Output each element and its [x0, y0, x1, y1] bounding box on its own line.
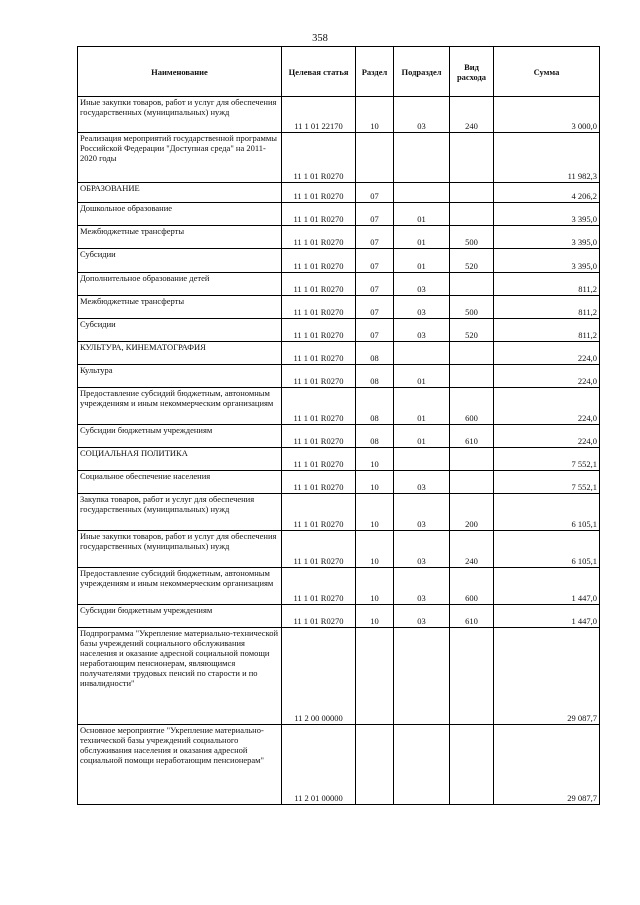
row-section: 07 — [356, 319, 394, 342]
row-sum: 7 552,1 — [494, 471, 600, 494]
row-expense-type: 240 — [450, 531, 494, 568]
row-article: 11 1 01 R0270 — [282, 494, 356, 531]
table-row — [78, 249, 600, 273]
row-subsection: 01 — [394, 425, 450, 448]
row-expense-type: 520 — [450, 319, 494, 342]
row-sum: 3 395,0 — [494, 226, 600, 249]
row-name: ОБРАЗОВАНИЕ — [78, 183, 282, 203]
row-name: Культура — [78, 365, 282, 388]
row-expense-type — [450, 471, 494, 494]
header-subsection: Подраздел — [394, 47, 450, 97]
row-sum: 3 395,0 — [494, 203, 600, 226]
row-expense-type: 610 — [450, 425, 494, 448]
row-expense-type: 200 — [450, 494, 494, 531]
row-expense-type — [450, 133, 494, 183]
row-expense-type — [450, 273, 494, 296]
row-name: Дополнительное образование детей — [78, 273, 282, 296]
row-name: Социальное обеспечение населения — [78, 471, 282, 494]
row-section: 07 — [356, 183, 394, 203]
row-name: СОЦИАЛЬНАЯ ПОЛИТИКА — [78, 448, 282, 471]
row-article: 11 2 00 00000 — [282, 628, 356, 725]
table-row — [78, 226, 600, 249]
row-article: 11 1 01 R0270 — [282, 568, 356, 605]
table-row — [78, 97, 600, 133]
table-header — [78, 47, 600, 97]
row-article: 11 1 01 R0270 — [282, 133, 356, 183]
row-expense-type: 610 — [450, 605, 494, 628]
row-section: 07 — [356, 249, 394, 273]
row-article: 11 1 01 R0270 — [282, 342, 356, 365]
row-sum: 1 447,0 — [494, 605, 600, 628]
row-sum: 811,2 — [494, 319, 600, 342]
row-section: 07 — [356, 296, 394, 319]
row-subsection — [394, 725, 450, 805]
row-expense-type: 240 — [450, 97, 494, 133]
row-subsection: 01 — [394, 226, 450, 249]
table-row — [78, 531, 600, 568]
row-subsection: 03 — [394, 494, 450, 531]
row-expense-type: 600 — [450, 388, 494, 425]
table-row — [78, 425, 600, 448]
row-article: 11 1 01 R0270 — [282, 531, 356, 568]
header-article: Целевая статья — [282, 47, 356, 97]
header-name: Наименование — [78, 47, 282, 97]
row-section: 08 — [356, 365, 394, 388]
table-body — [78, 97, 600, 805]
row-section: 10 — [356, 531, 394, 568]
row-subsection: 03 — [394, 531, 450, 568]
row-section: 10 — [356, 448, 394, 471]
row-section: 10 — [356, 471, 394, 494]
row-name: Реализация мероприятий государственной программы Российской Федерации "Доступная среда" на 2011-2020 годы — [78, 133, 282, 183]
row-expense-type — [450, 342, 494, 365]
row-expense-type: 520 — [450, 249, 494, 273]
row-name: Межбюджетные трансферты — [78, 296, 282, 319]
header-row — [78, 47, 600, 97]
row-sum: 11 982,3 — [494, 133, 600, 183]
row-sum: 224,0 — [494, 425, 600, 448]
row-section: 07 — [356, 203, 394, 226]
table-row — [78, 605, 600, 628]
table-row — [78, 568, 600, 605]
row-subsection: 03 — [394, 97, 450, 133]
row-expense-type: 600 — [450, 568, 494, 605]
row-section: 10 — [356, 97, 394, 133]
row-subsection — [394, 448, 450, 471]
row-expense-type — [450, 183, 494, 203]
row-name: Иные закупки товаров, работ и услуг для обеспечения государственных (муниципальных) нужд — [78, 531, 282, 568]
row-subsection: 01 — [394, 249, 450, 273]
table-row — [78, 494, 600, 531]
table-row — [78, 273, 600, 296]
row-name: Подпрограмма "Укрепление материально-технической базы учреждений социального обслуживания населения и оказание адресной социальной помощи неработающим пенсионерам, являющимся получателями трудовых пенсий по старости и по инвалидности" — [78, 628, 282, 725]
row-subsection: 01 — [394, 203, 450, 226]
table-row — [78, 725, 600, 805]
row-subsection: 01 — [394, 388, 450, 425]
table-row — [78, 471, 600, 494]
row-subsection: 03 — [394, 296, 450, 319]
row-sum: 29 087,7 — [494, 725, 600, 805]
row-sum: 6 105,1 — [494, 531, 600, 568]
header-sum: Сумма — [494, 47, 600, 97]
row-sum: 1 447,0 — [494, 568, 600, 605]
row-article: 11 1 01 R0270 — [282, 249, 356, 273]
row-name: Субсидии — [78, 319, 282, 342]
row-sum: 3 395,0 — [494, 249, 600, 273]
budget-table — [77, 46, 600, 805]
row-name: Субсидии — [78, 249, 282, 273]
header-expense-type: Вид расхода — [450, 47, 494, 97]
row-section: 08 — [356, 388, 394, 425]
row-section: 10 — [356, 605, 394, 628]
row-section: 07 — [356, 226, 394, 249]
row-section: 08 — [356, 342, 394, 365]
row-article: 11 1 01 R0270 — [282, 226, 356, 249]
row-expense-type — [450, 448, 494, 471]
row-article: 11 1 01 R0270 — [282, 273, 356, 296]
row-subsection — [394, 628, 450, 725]
row-subsection: 01 — [394, 365, 450, 388]
row-sum: 3 000,0 — [494, 97, 600, 133]
row-name: Межбюджетные трансферты — [78, 226, 282, 249]
row-name: Субсидии бюджетным учреждениям — [78, 425, 282, 448]
row-name: Предоставление субсидий бюджетным, автономным учреждениям и иным некоммерческим организациям — [78, 568, 282, 605]
row-sum: 224,0 — [494, 388, 600, 425]
row-section — [356, 725, 394, 805]
row-article: 11 1 01 R0270 — [282, 203, 356, 226]
row-subsection — [394, 133, 450, 183]
row-section — [356, 628, 394, 725]
header-section: Раздел — [356, 47, 394, 97]
table-row — [78, 203, 600, 226]
row-article: 11 1 01 22170 — [282, 97, 356, 133]
row-article: 11 1 01 R0270 — [282, 365, 356, 388]
row-subsection: 03 — [394, 568, 450, 605]
row-sum: 6 105,1 — [494, 494, 600, 531]
table-row — [78, 296, 600, 319]
row-expense-type — [450, 203, 494, 226]
row-article: 11 1 01 R0270 — [282, 319, 356, 342]
row-article: 11 1 01 R0270 — [282, 388, 356, 425]
row-sum: 811,2 — [494, 296, 600, 319]
row-name: Иные закупки товаров, работ и услуг для обеспечения государственных (муниципальных) нужд — [78, 97, 282, 133]
row-article: 11 1 01 R0270 — [282, 425, 356, 448]
row-subsection: 03 — [394, 605, 450, 628]
table-row — [78, 342, 600, 365]
row-sum: 224,0 — [494, 365, 600, 388]
row-name: Субсидии бюджетным учреждениям — [78, 605, 282, 628]
row-name: Основное мероприятие "Укрепление материально-технической базы учреждений социального обслуживания населения и оказания адресной социальной помощи неработающим пенсионерам" — [78, 725, 282, 805]
page-number: 358 — [312, 33, 328, 44]
row-sum: 224,0 — [494, 342, 600, 365]
row-article: 11 1 01 R0270 — [282, 183, 356, 203]
row-article: 11 1 01 R0270 — [282, 471, 356, 494]
row-sum: 811,2 — [494, 273, 600, 296]
row-section: 10 — [356, 494, 394, 531]
row-sum: 7 552,1 — [494, 448, 600, 471]
row-expense-type — [450, 628, 494, 725]
table-row — [78, 183, 600, 203]
row-name: Предоставление субсидий бюджетным, автономным учреждениям и иным некоммерческим организациям — [78, 388, 282, 425]
row-section — [356, 133, 394, 183]
table-row — [78, 628, 600, 725]
table-row — [78, 319, 600, 342]
row-sum: 29 087,7 — [494, 628, 600, 725]
row-expense-type: 500 — [450, 226, 494, 249]
row-expense-type — [450, 365, 494, 388]
row-subsection — [394, 183, 450, 203]
row-expense-type — [450, 725, 494, 805]
table-row — [78, 365, 600, 388]
row-name: Дошкольное образование — [78, 203, 282, 226]
row-expense-type: 500 — [450, 296, 494, 319]
row-article: 11 1 01 R0270 — [282, 296, 356, 319]
row-subsection: 03 — [394, 273, 450, 296]
row-article: 11 1 01 R0270 — [282, 605, 356, 628]
row-name: КУЛЬТУРА, КИНЕМАТОГРАФИЯ — [78, 342, 282, 365]
row-subsection — [394, 342, 450, 365]
row-section: 08 — [356, 425, 394, 448]
table-row — [78, 388, 600, 425]
row-section: 07 — [356, 273, 394, 296]
row-name: Закупка товаров, работ и услуг для обеспечения государственных (муниципальных) нужд — [78, 494, 282, 531]
row-article: 11 1 01 R0270 — [282, 448, 356, 471]
row-section: 10 — [356, 568, 394, 605]
row-article: 11 2 01 00000 — [282, 725, 356, 805]
table-row — [78, 133, 600, 183]
row-subsection: 03 — [394, 471, 450, 494]
table-row — [78, 448, 600, 471]
row-subsection: 03 — [394, 319, 450, 342]
row-sum: 4 206,2 — [494, 183, 600, 203]
